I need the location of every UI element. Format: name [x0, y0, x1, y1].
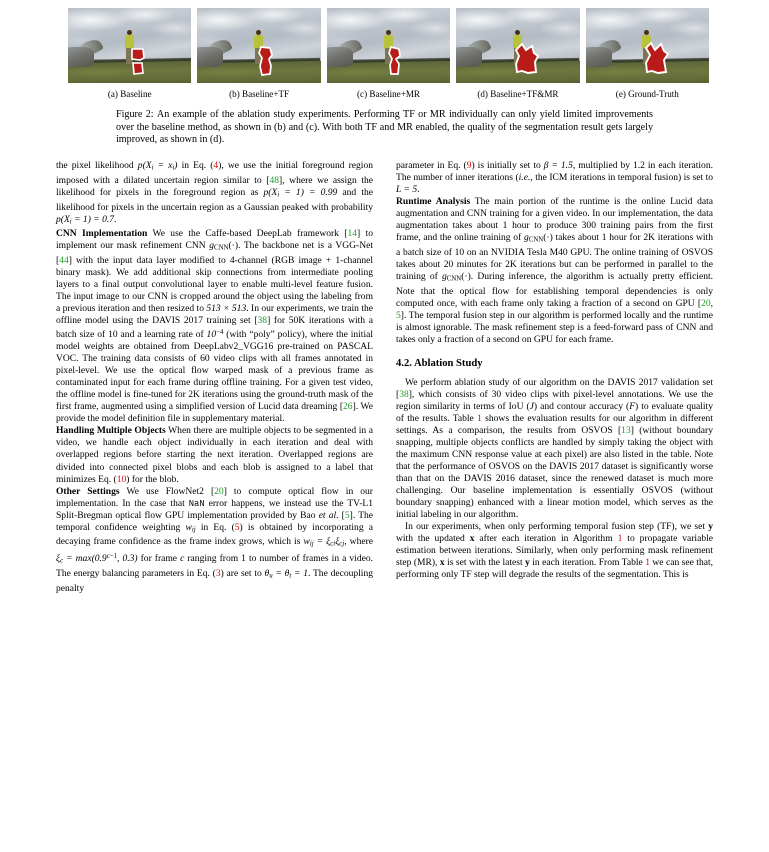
italic-run: et al — [318, 509, 337, 521]
panel-caption-c: (c) Baseline+MR — [357, 89, 420, 99]
text-run: ranging from 1 to number of frames in a video. The energy balancing parameters in Eq. ( — [56, 553, 374, 579]
math-run: ) — [174, 160, 178, 171]
text-run: after each iteration in Algorithm — [474, 533, 618, 545]
segmentation-mask-a — [128, 48, 148, 76]
bold-variable: y — [708, 521, 713, 533]
paragraph-runin-heading: Handling Multiple Objects — [56, 425, 166, 437]
paragraph-experiments-tf-mr — [396, 521, 713, 581]
figure-panel-a — [68, 8, 191, 83]
math-run: g — [523, 232, 529, 244]
dog-silhouette — [327, 37, 363, 67]
math-run: , 0.3) — [117, 553, 138, 565]
figure-caption — [116, 109, 653, 147]
section-heading-ablation-study: 4.2. Ablation Study — [396, 357, 483, 369]
text-run: and the likelihood for pixels in the uncertain region as a Gaussian peaked with probability — [56, 186, 374, 213]
math-run: = max(0.9 — [63, 553, 107, 565]
text-run: . The backbone net is a VGG-Net [ — [56, 240, 373, 267]
figure-panel-row — [68, 8, 709, 83]
math-sub: c — [60, 557, 64, 565]
math-run: w — [185, 521, 192, 533]
code-literal: NaN — [188, 498, 205, 509]
paragraph-handling-multiple-objects — [56, 425, 373, 485]
algorithm-reference[interactable]: 1 — [617, 533, 623, 545]
text-run: parameter in Eq. ( — [396, 160, 467, 171]
text-run: . In our experiments, we train the offline model using the DAVIS 2017 training set [ — [56, 303, 373, 327]
citation-link[interactable]: 38 — [257, 315, 268, 327]
math-run: (·) — [543, 232, 553, 244]
table-reference[interactable]: 1 — [645, 557, 650, 569]
text-run: . — [417, 184, 420, 196]
text-run: ]. We provide the model definition file in supplementary material. — [56, 401, 374, 425]
math-run: β = 1.5 — [543, 160, 573, 171]
math-sub: i — [172, 164, 175, 172]
figure-panel-captions — [68, 89, 709, 100]
citation-link[interactable]: 44 — [59, 255, 69, 267]
segmentation-mask-b — [256, 46, 276, 77]
text-run: . [ — [336, 509, 345, 521]
paragraph-runin-heading: CNN Implementation — [56, 228, 148, 240]
equation-reference[interactable]: 4 — [213, 160, 219, 171]
dog-silhouette — [456, 37, 492, 67]
math-run: (·) — [228, 240, 239, 252]
text-run: in Eq. ( — [195, 521, 235, 533]
math-sub: j — [342, 541, 345, 549]
figure-2 — [0, 0, 769, 147]
figure-panel-d — [456, 8, 579, 83]
figure-panel-e — [586, 8, 709, 83]
text-run: , where — [344, 536, 373, 548]
math-run: = 1) = 0.99 — [279, 186, 338, 198]
text-run: ], where we assign the likelihood for pixels in the foreground region as — [56, 174, 373, 198]
text-run: , multiplied by 1.2 in each iteration. The number of inner iterations ( — [396, 160, 713, 184]
dog-silhouette — [197, 37, 233, 67]
text-run: ) is initially set to — [471, 160, 544, 171]
paragraph-cnn-implementation — [56, 228, 373, 425]
citation-link[interactable]: 38 — [399, 388, 409, 400]
text-run: in each iteration. From Table — [529, 557, 646, 569]
math-run: = 1) = 0.7 — [71, 213, 115, 225]
figure-caption-number: Figure 2: — [116, 109, 154, 120]
panel-caption-a: (a) Baseline — [107, 89, 152, 99]
segmentation-mask-d — [511, 42, 541, 75]
math-run: = 1 — [291, 567, 308, 579]
segmentation-mask-e — [641, 41, 671, 75]
math-symbol-j: J — [529, 400, 534, 412]
text-run: ) are set to — [220, 567, 265, 579]
table-reference[interactable]: 1 — [477, 413, 482, 424]
math-run: p(X — [137, 160, 152, 171]
dog-silhouette — [586, 37, 622, 67]
equation-reference[interactable]: 3 — [215, 567, 221, 579]
math-sub: ij — [191, 526, 196, 534]
citation-link[interactable]: 26 — [343, 401, 353, 413]
text-run: ] for 50K iterations with a batch size of 10 and a learning rate of — [56, 315, 373, 341]
math-run: ξ — [335, 536, 340, 548]
panel-caption-b: (b) Baseline+TF — [229, 89, 290, 99]
math-sub: u — [269, 572, 273, 580]
text-run: ] (without boundary snapping, multiple objects conflicts are handled by simply taking the object with the maximum CNN response value at each pixel) are also listed in the table. Note that the performance of OSVOS on the DAVIS 2017 dataset is significantly worse than that on the DAVIS 2016 dataset, since the renewed dataset is much more challenging. Our baseline implementation is essentially OSVOS (without boundary snapping) enhanced with a linear motion model, which serves as the initial labeling in our algorithm. — [396, 425, 713, 521]
citation-link[interactable]: 20 — [701, 297, 711, 309]
math-run: c — [180, 553, 185, 565]
text-run: ]. The temporal confidence weighting — [56, 509, 374, 533]
math-sub: c — [330, 541, 334, 549]
bold-variable: x — [439, 557, 445, 569]
math-sub: CNN — [528, 236, 544, 244]
text-run: In our experiments, when only performing temporal fusion step (TF), we set — [405, 521, 709, 533]
text-run: . The decoupling penalty — [56, 567, 373, 594]
math-sub: CNN — [214, 245, 229, 253]
equation-reference[interactable]: 9 — [466, 160, 472, 171]
bold-variable: y — [525, 557, 530, 569]
panel-caption-d: (d) Baseline+TF&MR — [477, 89, 559, 99]
text-run: error happens, we instead use the TV-L1 Split-Bregman optical flow GPU implementation provided by Bao — [56, 497, 373, 521]
math-run: 513 × 513 — [206, 303, 247, 315]
paragraph-decoupling-parameter — [396, 160, 713, 196]
dog-silhouette — [68, 37, 104, 67]
math-run: g — [209, 240, 214, 252]
panel-caption-e: (e) Ground-Truth — [615, 89, 679, 99]
paragraph-other-settings — [56, 486, 373, 595]
math-run: (·) — [461, 271, 471, 282]
text-run: to propagate variable estimation between iterations. Similarly, when only performing mask refinement step (MR), — [396, 533, 713, 569]
math-symbol-f: F — [629, 400, 636, 412]
text-run: ) is obtained by incorporating a decaying frame confidence as the frame index grows, which is — [56, 521, 373, 548]
text-run: . — [114, 213, 117, 225]
text-run: We use FlowNet2 [ — [119, 485, 215, 497]
figure-panel-c — [327, 8, 450, 83]
math-run: p(X — [56, 213, 70, 225]
paragraph-pixel-likelihood — [56, 160, 373, 228]
math-sub: i — [69, 218, 72, 226]
text-run: ] with the input data layer modified to 4-channel (RGB image + 1-channel binary mask). We add additional skip connections from intermediate pooling layers to a final output convolutional layer to enable multi-level feature fusion. The input image to our CNN is cropped around the object using the labeling from a previous iteration and then resized to — [56, 255, 373, 315]
math-run: L = 5 — [396, 184, 418, 196]
text-run: , — [710, 297, 713, 309]
figure-caption-text: An example of the ablation study experiments. Performing TF or MR individually can only yield limited improvements over the baseline method, as shown in (b) and (c). With both TF and MR enabled, the quality of the segmentation result gets largely improved, as shown in (d). — [116, 109, 653, 146]
text-run: ], which consists of 30 video clips with pixel-level annotations. We use the region similarity in terms of IoU ( — [396, 388, 713, 412]
citation-link[interactable]: 48 — [269, 174, 279, 186]
math-sup: c−1 — [106, 553, 118, 561]
text-run: The main portion of the runtime is the online Lucid data augmentation and CNN training for a given video. In our implementation, the data augmentation takes about 1 hour to produce 300 training pairs from the first frame, and the online training of — [396, 196, 713, 244]
paragraph-runin-heading: Runtime Analysis — [396, 196, 471, 208]
text-run: , the ICM iterations in temporal fusion) is set to — [530, 172, 713, 184]
math-sub: t — [289, 572, 292, 580]
math-run: ξ — [56, 553, 61, 565]
text-run: takes about 1 hour for 2K iterations with a batch size of 10 on an NVIDIA Tesla M40 GPU. The online training of OSVOS takes about 20 minutes for 2K iterations but can be performed in parallel to the training of — [396, 232, 713, 282]
math-sub: ij — [309, 541, 314, 549]
equation-reference[interactable]: 10 — [116, 473, 127, 485]
math-run: = ξ — [313, 536, 331, 548]
text-run: in Eq. ( — [177, 160, 214, 171]
math-run: p(X — [263, 186, 278, 198]
segmentation-mask-c — [385, 46, 405, 77]
body-columns — [56, 160, 713, 595]
text-run: When there are multiple objects to be segmented in a video, we handle each object individually in each iteration and deal with overlapped regions before starting the next iteration. Overlapped regions are divided into connected pixel blobs and each blob is assigned to a label that minimizes Eq. ( — [56, 425, 373, 485]
text-run: with the updated — [396, 533, 470, 545]
text-run: ) and contour accuracy ( — [533, 400, 630, 412]
bold-variable: x — [469, 533, 475, 545]
math-run: θ — [264, 567, 270, 579]
paragraph-runin-heading: Other Settings — [56, 485, 120, 497]
citation-link[interactable]: 14 — [347, 228, 358, 240]
math-run: = θ — [272, 567, 290, 579]
citation-link[interactable]: 5 — [344, 509, 350, 521]
text-run: (with “poly” policy), where the initial model weights are obtained from DeepLabv2_VGG16 pre-trained on PASCAL VOC. The training data consists of 60 video clips with all frames annotated in pixel-level. We use the optical flow warped mask of a previous frame as contaminated input for each frame during offline training. For a given test video, the offline model is fine-tuned for 2K iterations using the ground-truth mask of the first frame, augmented using a simplified version of Lucid data dreaming [ — [56, 329, 374, 413]
right-column — [396, 160, 713, 595]
text-run: We use the Caffe-based DeepLab framework [ — [147, 228, 348, 240]
citation-link[interactable]: 13 — [621, 425, 631, 437]
text-run: for frame — [137, 553, 181, 565]
text-run: ] to implement our mask refinement CNN — [56, 228, 373, 252]
math-run: 10 — [206, 329, 217, 341]
citation-link[interactable]: 20 — [214, 485, 224, 497]
text-run: ] to compute optical flow in our implementation. In the case that — [56, 485, 373, 509]
equation-reference[interactable]: 5 — [234, 521, 240, 533]
text-run: ) to evaluate quality of the results. Table — [396, 400, 713, 424]
text-run: We perform ablation study of our algorithm on the DAVIS 2017 validation set [ — [396, 376, 713, 400]
text-run: is set with the latest — [444, 557, 526, 569]
math-sub: i — [333, 541, 336, 549]
text-run: . During inference, the algorithm is actually pretty efficient. Note that the optical flow for establishing temporal dependencies is only computed once, with each frame only taking a fraction of a second on GPU [ — [396, 271, 714, 309]
citation-link[interactable]: 5 — [396, 309, 401, 321]
paragraph-runtime-analysis — [396, 196, 713, 346]
math-sup: −4 — [216, 329, 224, 337]
text-run: the pixel likelihood — [56, 160, 138, 171]
paragraph-ablation-setup — [396, 377, 713, 521]
left-column — [56, 160, 373, 595]
math-sub: c — [339, 541, 343, 549]
text-run: shows the evaluation results for our algorithm in different settings. As a comparison, the results from OSVOS [ — [396, 413, 713, 437]
math-sub: i — [151, 164, 154, 172]
math-run: g — [441, 271, 447, 282]
math-run: = x — [153, 160, 173, 171]
text-run: ), we use the initial foreground region imposed with a dilated uncertain region similar to [ — [56, 160, 373, 186]
text-run: we can see that, performing only TF step will degrade the results of the segmentation. This is — [396, 557, 714, 581]
math-sub: CNN — [446, 275, 462, 283]
math-run: w — [303, 536, 310, 548]
figure-panel-b — [197, 8, 320, 83]
italic-run: i.e. — [518, 172, 531, 184]
math-sub: i — [277, 191, 280, 199]
text-run: ]. The temporal fusion step in our algorithm is performed locally and the runtime is almost ignorable. The mask refinement step is a feed-forward pass of CNN and takes only a fraction of a second on GPU for each frame. — [396, 309, 713, 345]
text-run: ) for the blob. — [126, 473, 179, 485]
